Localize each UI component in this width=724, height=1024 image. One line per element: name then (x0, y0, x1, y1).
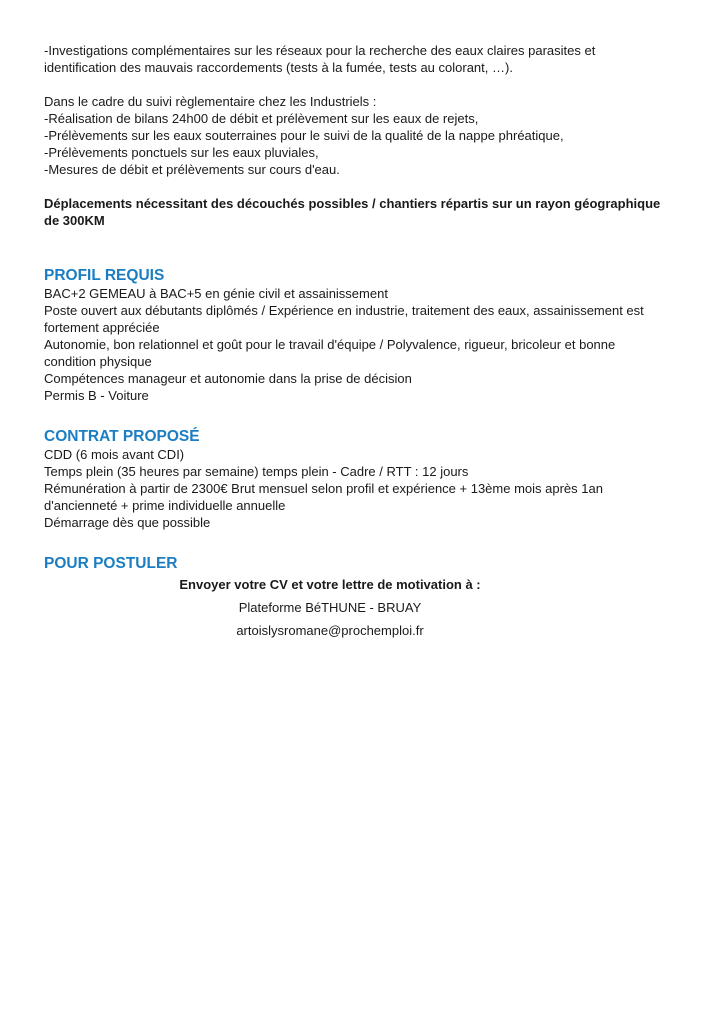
job-offer-page (44, 42, 694, 639)
travel-line-2: de 300KM (44, 213, 105, 228)
industrial-item-1: -Réalisation de bilans 24h00 de débit et prélèvement sur les eaux de rejets, (44, 111, 479, 126)
industrial-intro: Dans le cadre du suivi règlementaire chez les Industriels : (44, 94, 377, 109)
profil-line-1: BAC+2 GEMEAU à BAC+5 en génie civil et assainissement (44, 286, 388, 301)
travel-notice (44, 195, 694, 229)
industrial-item-4: -Mesures de débit et prélèvements sur cours d'eau. (44, 162, 340, 177)
profil-line-2: Poste ouvert aux débutants diplômés / Expérience en industrie, traitement des eaux, assainissement est (44, 303, 644, 318)
investigations-line-1: -Investigations complémentaires sur les réseaux pour la recherche des eaux claires parasites et (44, 43, 596, 58)
profil-line-3: fortement appréciée (44, 320, 160, 335)
profil-line-5: condition physique (44, 354, 152, 369)
profil-block (44, 285, 694, 404)
contrat-heading: CONTRAT PROPOSÉ (44, 428, 200, 445)
profil-line-6: Compétences manageur et autonomie dans la prise de décision (44, 371, 412, 386)
apply-instruction: Envoyer votre CV et votre lettre de motivation à : (179, 577, 481, 592)
contrat-block (44, 446, 694, 531)
industrial-item-2: -Prélèvements sur les eaux souterraines pour le suivi de la qualité de la nappe phréatique, (44, 128, 564, 143)
travel-line-1: Déplacements nécessitant des découchés possibles / chantiers répartis sur un rayon géographique (44, 196, 661, 211)
investigations-block (44, 42, 694, 76)
contrat-line-2: Temps plein (35 heures par semaine) temps plein - Cadre / RTT : 12 jours (44, 464, 469, 479)
industrial-block (44, 93, 694, 178)
postuler-heading: POUR POSTULER (44, 555, 178, 572)
contrat-line-3: Rémunération à partir de 2300€ Brut mensuel selon profil et expérience + 13ème mois après 1an (44, 481, 603, 496)
apply-platform: Plateforme BéTHUNE - BRUAY (238, 600, 422, 615)
profil-line-4: Autonomie, bon relationnel et goût pour le travail d'équipe / Polyvalence, rigueur, bricoleur et bonne (44, 337, 616, 352)
investigations-line-2: identification des mauvais raccordements (tests à la fumée, tests au colorant, …). (44, 60, 513, 75)
profil-heading: PROFIL REQUIS (44, 267, 165, 284)
apply-block (44, 576, 616, 639)
apply-email[interactable]: artoislysromane@prochemploi.fr (236, 623, 424, 638)
profil-line-7: Permis B - Voiture (44, 388, 149, 403)
industrial-item-3: -Prélèvements ponctuels sur les eaux pluviales, (44, 145, 319, 160)
contrat-line-4: d'ancienneté + prime individuelle annuelle (44, 498, 286, 513)
contrat-line-5: Démarrage dès que possible (44, 515, 211, 530)
contrat-line-1: CDD (6 mois avant CDI) (44, 447, 185, 462)
